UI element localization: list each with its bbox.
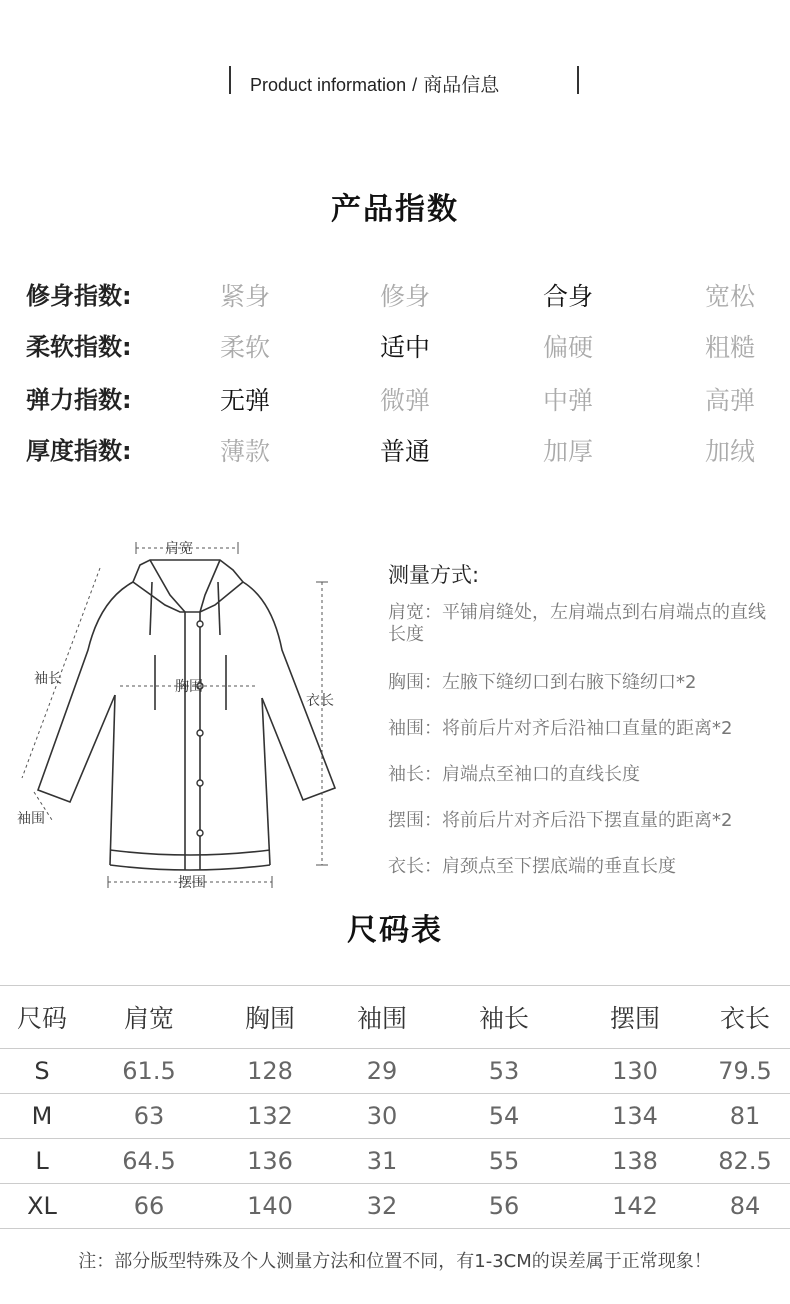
measurement-item-cuff: 袖围：将前后片对齐后沿袖口直量的距离*2 [388, 718, 733, 739]
index-option: 薄款 [220, 437, 271, 466]
size-cell: M [0, 1094, 84, 1139]
measurement-title: 测量方式: [388, 563, 480, 587]
measurement-item-shoulder: 肩宽：平铺肩缝处，左肩端点到右肩端点的直线长度 [388, 602, 766, 645]
header-right-bar [577, 66, 579, 94]
measurement-cell: 32 [326, 1184, 438, 1229]
measurement-cell: 138 [570, 1139, 700, 1184]
diagram-label-chest: 胸围 [175, 679, 203, 695]
measurement-cell: 136 [214, 1139, 326, 1184]
index-option-selected: 普通 [380, 437, 431, 466]
measurement-item-sleeve-length: 袖长：肩端点至袖口的直线长度 [388, 764, 640, 785]
header-separator: / [412, 75, 418, 95]
index-option: 修身 [380, 282, 431, 311]
measurement-cell: 140 [214, 1184, 326, 1229]
measurement-cell: 63 [84, 1094, 214, 1139]
footnote: 注：部分版型特殊及个人测量方法和位置不同，有1-3CM的误差属于正常现象！ [78, 1251, 712, 1272]
table-row [0, 1139, 790, 1184]
size-table-title: 尺码表 [347, 913, 443, 948]
table-row [0, 1094, 790, 1139]
size-table-header-cell: 尺码 [0, 986, 84, 1049]
index-row-label: 修身指数: [26, 282, 132, 310]
header-title [250, 70, 499, 97]
measurement-cell: 130 [570, 1049, 700, 1094]
diagram-label-sleeve-length: 袖长 [34, 671, 62, 687]
measurement-cell: 29 [326, 1049, 438, 1094]
index-option: 中弹 [543, 386, 594, 415]
size-table-header-cell: 肩宽 [84, 986, 214, 1049]
index-option: 粗糙 [705, 333, 756, 362]
measurement-cell: 66 [84, 1184, 214, 1229]
measurement-cell: 61.5 [84, 1049, 214, 1094]
measurement-cell: 53 [438, 1049, 570, 1094]
measurement-item-length: 衣长：肩颈点至下摆底端的垂直长度 [388, 856, 676, 877]
size-cell: XL [0, 1184, 84, 1229]
measurement-cell: 31 [326, 1139, 438, 1184]
diagram-label-hem: 摆围 [178, 875, 206, 891]
measurement-cell: 79.5 [700, 1049, 790, 1094]
measurement-cell: 56 [438, 1184, 570, 1229]
measurement-cell: 132 [214, 1094, 326, 1139]
index-option: 柔软 [220, 333, 271, 362]
index-option: 紧身 [220, 282, 271, 311]
table-row [0, 1049, 790, 1094]
header-title-en: Product information [250, 75, 407, 95]
size-table-header-cell: 袖围 [326, 986, 438, 1049]
header-title-cn: 商品信息 [423, 74, 500, 96]
measurement-cell: 82.5 [700, 1139, 790, 1184]
measurement-cell: 134 [570, 1094, 700, 1139]
index-option: 偏硬 [543, 333, 594, 362]
diagram-label-length: 衣长 [306, 693, 334, 709]
index-row-label: 厚度指数: [26, 437, 132, 465]
measurement-cell: 142 [570, 1184, 700, 1229]
index-option: 宽松 [705, 282, 756, 311]
diagram-label-shoulder: 肩宽 [165, 541, 193, 557]
measurement-cell: 84 [700, 1184, 790, 1229]
size-cell: S [0, 1049, 84, 1094]
coat-measurement-diagram [0, 520, 360, 900]
size-table-header-cell: 胸围 [214, 986, 326, 1049]
measurement-cell: 128 [214, 1049, 326, 1094]
header-left-bar [229, 66, 231, 94]
measurement-item-chest: 胸围：左腋下缝纫口到右腋下缝纫口*2 [388, 672, 697, 693]
index-row-label: 柔软指数: [26, 333, 132, 361]
size-table-header-cell: 摆围 [570, 986, 700, 1049]
measurement-item-hem: 摆围：将前后片对齐后沿下摆直量的距离*2 [388, 810, 733, 831]
index-option: 微弹 [380, 386, 431, 415]
diagram-label-cuff: 袖围 [17, 811, 45, 827]
size-table-header-cell: 衣长 [700, 986, 790, 1049]
measurement-cell: 54 [438, 1094, 570, 1139]
size-table-header-cell: 袖长 [438, 986, 570, 1049]
size-table-body [0, 1049, 790, 1229]
index-option: 加厚 [543, 437, 594, 466]
size-table-header-row [0, 986, 790, 1049]
index-row-label: 弹力指数: [26, 386, 132, 414]
measurement-cell: 30 [326, 1094, 438, 1139]
index-section-title: 产品指数 [331, 192, 459, 227]
size-cell: L [0, 1139, 84, 1184]
index-option: 高弹 [705, 386, 756, 415]
index-option-selected: 合身 [543, 282, 594, 311]
index-option-selected: 无弹 [220, 386, 271, 415]
table-row [0, 1184, 790, 1229]
measurement-cell: 81 [700, 1094, 790, 1139]
measurement-cell: 64.5 [84, 1139, 214, 1184]
size-table [0, 985, 790, 1229]
measurement-cell: 55 [438, 1139, 570, 1184]
index-option: 加绒 [705, 437, 756, 466]
index-option-selected: 适中 [380, 333, 431, 362]
